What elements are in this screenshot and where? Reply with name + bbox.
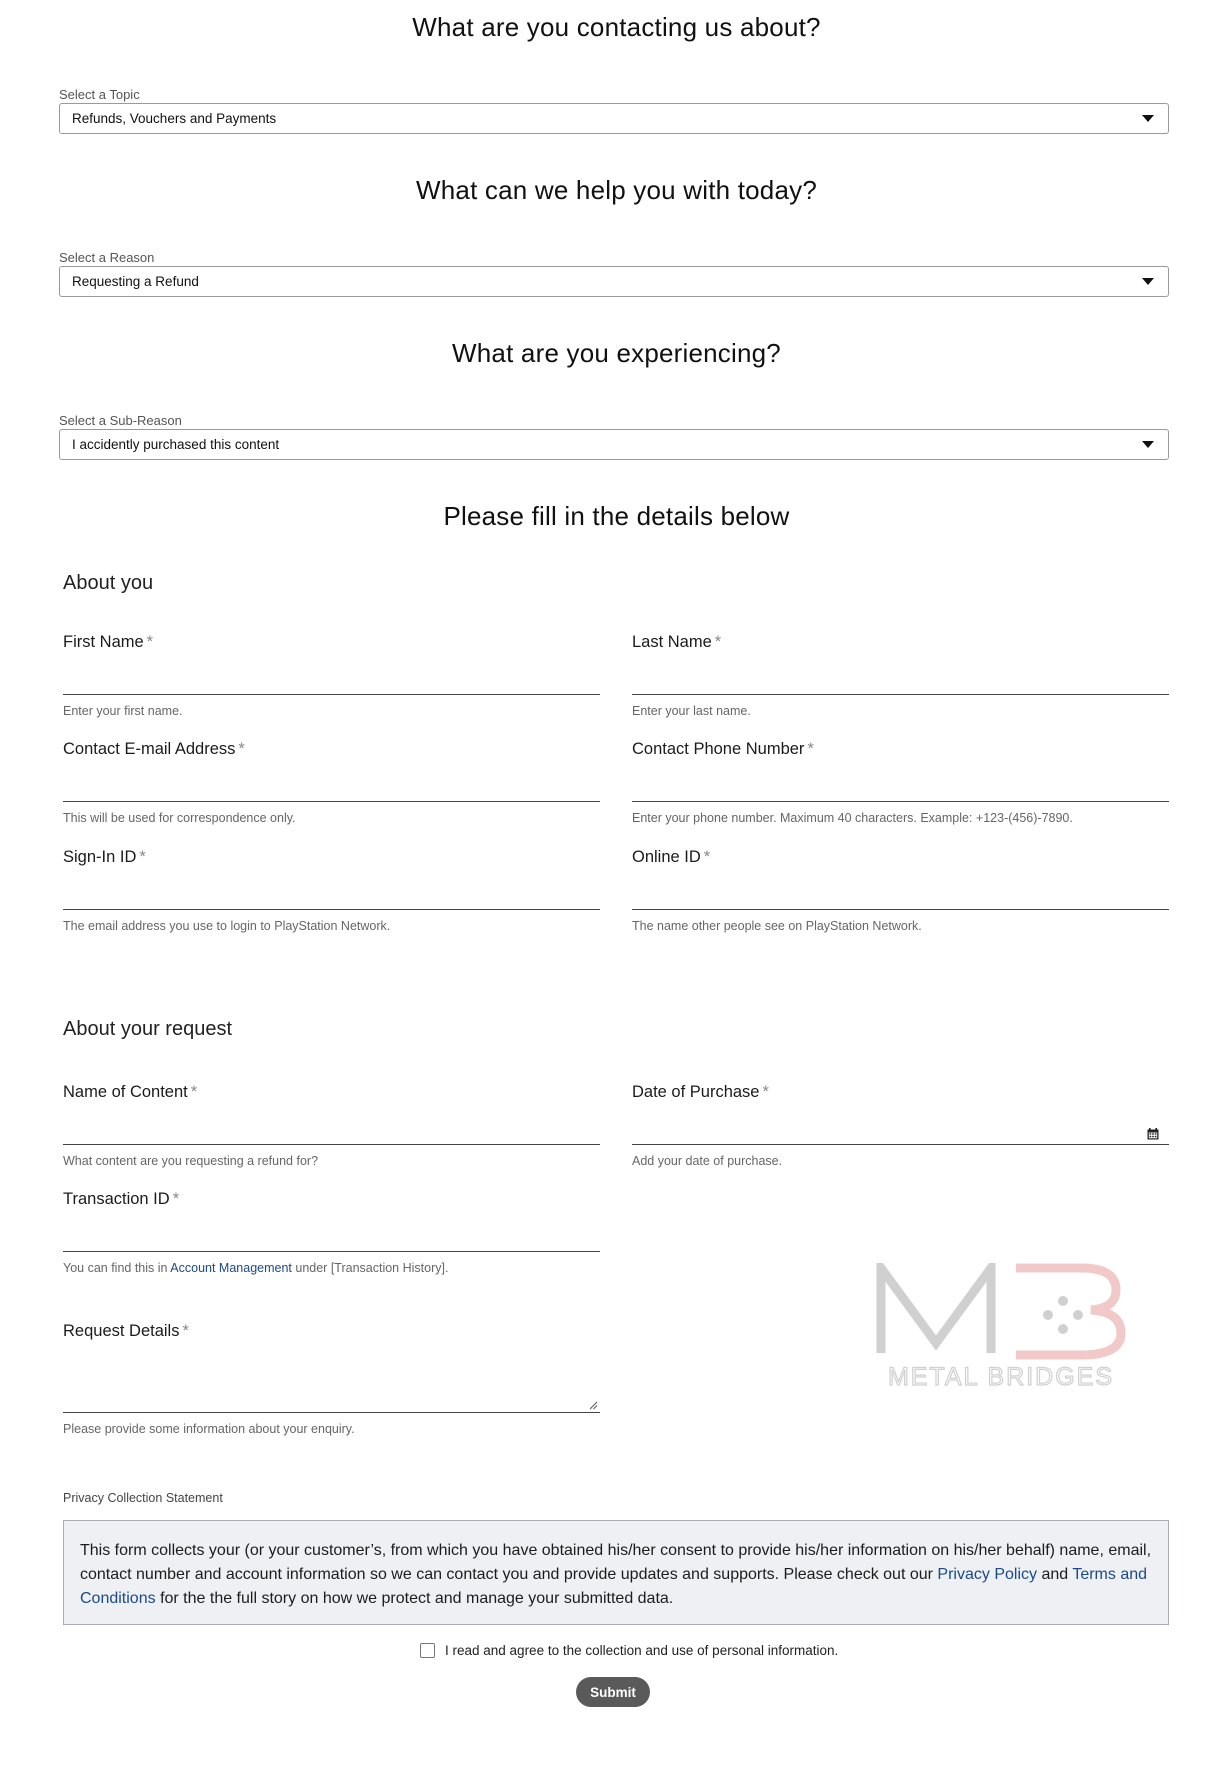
first-name-input[interactable] — [63, 673, 600, 695]
required-marker: * — [703, 848, 711, 866]
privacy-text: This form collects your (or your customer’s, from which you have obtained his/her consent to provide his/her information on his/her behalf) name, email, contact number and account information so we can contact you and provide updates and supports. Please check out our — [80, 1542, 1152, 1583]
content-name-help: What content are you requesting a refund for? — [63, 1154, 319, 1168]
email-field — [63, 740, 600, 825]
transaction-id-help — [63, 1261, 600, 1275]
last-name-label: Last Name — [632, 633, 712, 651]
about-request-heading: About your request — [63, 1018, 232, 1040]
transaction-help-suffix: under [Transaction History]. — [295, 1261, 449, 1275]
privacy-text-and: and — [1041, 1566, 1069, 1583]
signin-id-input[interactable] — [63, 888, 600, 910]
email-help: This will be used for correspondence only. — [63, 811, 296, 825]
terms-and-conditions-link[interactable]: Terms and Conditions — [80, 1566, 1148, 1607]
subreason-select-value: I accidently purchased this content — [72, 437, 280, 452]
online-id-field — [632, 848, 1169, 933]
metal-bridges-watermark-logo — [876, 1263, 1126, 1393]
signin-id-field — [63, 848, 600, 933]
online-id-input[interactable] — [632, 888, 1169, 910]
required-marker: * — [139, 848, 146, 866]
required-marker: * — [762, 1083, 769, 1101]
content-name-label: Name of Content — [63, 1083, 188, 1101]
reason-section-title: What can we help you with today? — [416, 175, 817, 205]
consent-checkbox[interactable] — [420, 1643, 435, 1658]
privacy-statement-label: Privacy Collection Statement — [63, 1491, 223, 1505]
subreason-select-label: Select a Sub-Reason — [59, 413, 182, 428]
topic-select-label: Select a Topic — [59, 87, 140, 102]
privacy-policy-link[interactable]: Privacy Policy — [937, 1566, 1037, 1583]
request-details-field — [63, 1322, 600, 1436]
online-id-label: Online ID — [632, 848, 701, 866]
calendar-icon[interactable] — [1147, 1128, 1159, 1140]
last-name-help: Enter your last name. — [632, 704, 751, 718]
phone-input[interactable] — [632, 780, 1169, 802]
request-details-help: Please provide some information about your enquiry. — [63, 1422, 355, 1436]
consent-row — [420, 1643, 838, 1658]
chevron-down-icon — [1142, 115, 1154, 122]
consent-label: I read and agree to the collection and use of personal information. — [445, 1643, 839, 1658]
reason-select-label: Select a Reason — [59, 250, 155, 265]
signin-id-help: The email address you use to login to PlayStation Network. — [63, 919, 391, 933]
required-marker: * — [714, 633, 722, 651]
reason-select-value: Requesting a Refund — [72, 274, 199, 289]
phone-label: Contact Phone Number — [632, 740, 805, 758]
reason-select[interactable] — [59, 266, 1169, 297]
about-you-heading: About you — [63, 572, 154, 594]
watermark-text: METAL BRIDGES — [887, 1363, 1115, 1391]
required-marker: * — [238, 740, 245, 758]
transaction-id-input[interactable] — [63, 1230, 600, 1252]
request-details-label: Request Details — [63, 1322, 180, 1340]
topic-select[interactable] — [59, 103, 1169, 134]
transaction-help-prefix: You can find this in — [63, 1261, 168, 1275]
subreason-select[interactable] — [59, 429, 1169, 460]
purchase-date-input[interactable] — [632, 1123, 1169, 1145]
last-name-field — [632, 633, 1169, 718]
first-name-help: Enter your first name. — [63, 704, 183, 718]
details-section-title: Please fill in the details below — [443, 501, 790, 531]
chevron-down-icon — [1142, 278, 1154, 285]
phone-field — [632, 740, 1169, 825]
signin-id-label: Sign-In ID — [63, 848, 137, 866]
submit-button[interactable]: Submit — [576, 1677, 650, 1707]
account-management-link[interactable]: Account Management — [170, 1261, 292, 1275]
chevron-down-icon — [1142, 441, 1154, 448]
purchase-date-field — [632, 1083, 1169, 1168]
required-marker: * — [146, 633, 154, 651]
transaction-id-label: Transaction ID — [63, 1190, 170, 1208]
privacy-statement-box — [63, 1520, 1169, 1625]
purchase-date-help: Add your date of purchase. — [632, 1154, 783, 1168]
email-label: Contact E-mail Address — [63, 740, 236, 758]
topic-section-title: What are you contacting us about? — [412, 12, 821, 42]
required-marker: * — [807, 740, 814, 758]
topic-select-value: Refunds, Vouchers and Payments — [72, 111, 277, 126]
required-marker: * — [182, 1322, 189, 1340]
purchase-date-label: Date of Purchase — [632, 1083, 760, 1101]
phone-help: Enter your phone number. Maximum 40 characters. Example: +123-(456)-7890. — [632, 811, 1073, 825]
subreason-section-title: What are you experiencing? — [452, 338, 781, 368]
required-marker: * — [172, 1190, 180, 1208]
resize-grip-icon[interactable] — [589, 1401, 598, 1410]
online-id-help: The name other people see on PlayStation Network. — [632, 919, 922, 933]
first-name-label: First Name — [63, 633, 144, 651]
content-name-field — [63, 1083, 600, 1168]
email-input[interactable] — [63, 780, 600, 802]
first-name-field — [63, 633, 600, 718]
required-marker: * — [190, 1083, 198, 1101]
transaction-id-field — [63, 1190, 600, 1275]
request-details-textarea[interactable] — [63, 1362, 600, 1413]
last-name-input[interactable] — [632, 673, 1169, 695]
content-name-input[interactable] — [63, 1123, 600, 1145]
privacy-text-end: for the the full story on how we protect and manage your submitted data. — [160, 1590, 674, 1607]
